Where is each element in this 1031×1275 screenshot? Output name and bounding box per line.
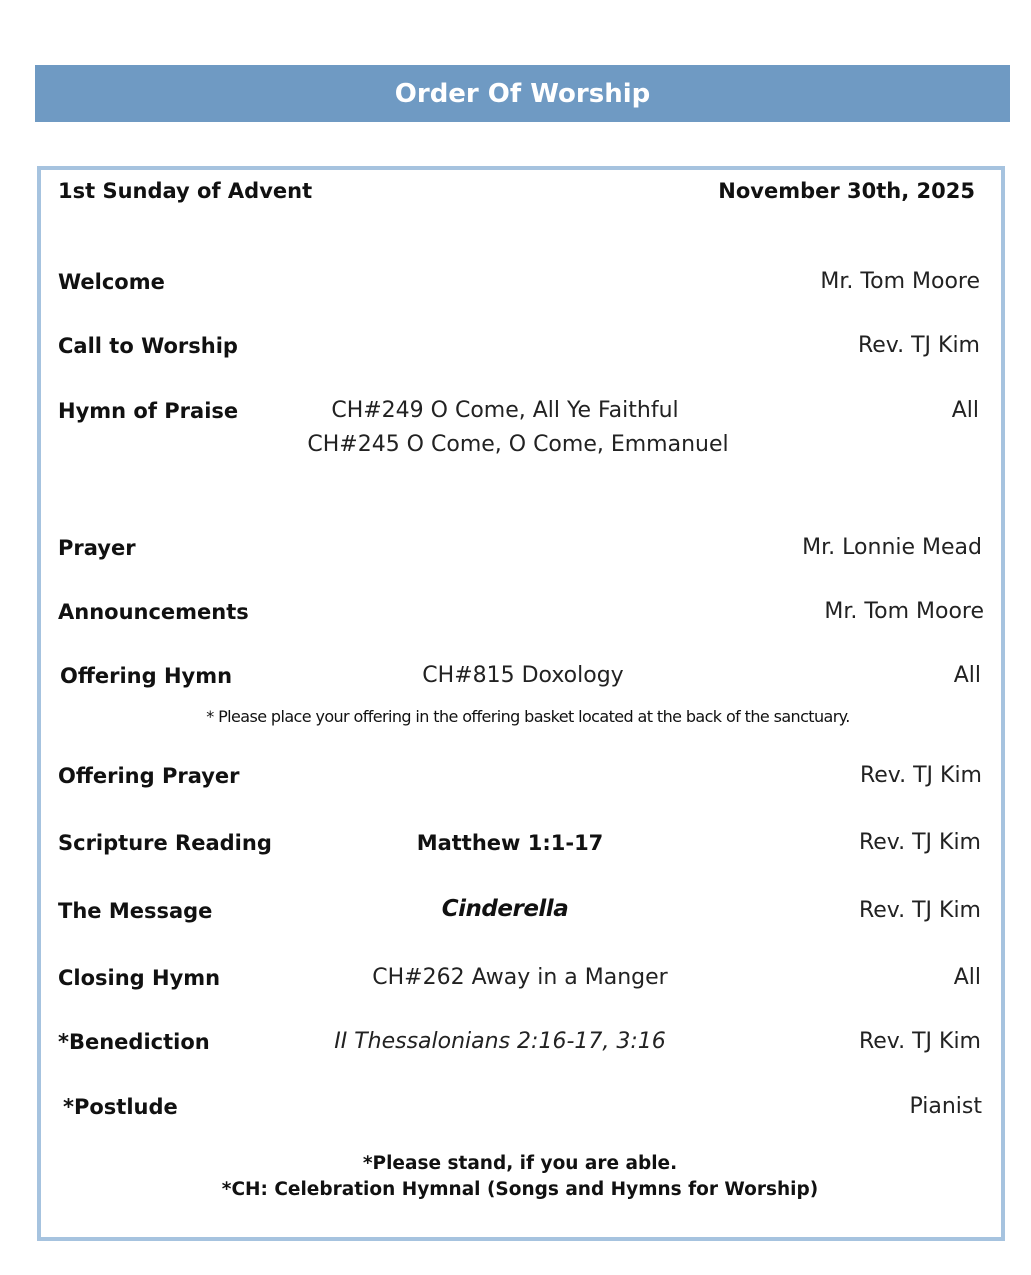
item-offering-prayer-leader: Rev. TJ Kim <box>859 763 982 788</box>
item-benediction-passage: II Thessalonians 2:16-17, 3:16 <box>334 1029 666 1054</box>
item-scripture-leader: Rev. TJ Kim <box>858 830 981 855</box>
item-postlude-label: *Postlude <box>63 1095 178 1119</box>
item-scripture-passage: Matthew 1:1-17 <box>416 831 604 855</box>
item-offering-prayer-label: Offering Prayer <box>58 764 240 788</box>
item-call-label: Call to Worship <box>58 334 238 358</box>
item-call-leader: Rev. TJ Kim <box>857 333 980 358</box>
item-message-leader: Rev. TJ Kim <box>858 898 981 923</box>
footer-stand-note: *Please stand, if you are able. <box>362 1153 678 1174</box>
occasion: 1st Sunday of Advent <box>58 179 313 203</box>
item-welcome-leader: Mr. Tom Moore <box>820 269 980 294</box>
item-offering-hymn-hymn: CH#815 Doxology <box>422 663 624 688</box>
item-benediction-label: *Benediction <box>58 1030 210 1054</box>
page-title: Order Of Worship <box>35 65 1010 122</box>
item-offering-hymn-leader: All <box>953 663 981 688</box>
item-prayer-label: Prayer <box>58 536 136 560</box>
item-closing-hymn-hymn: CH#262 Away in a Manger <box>372 965 668 990</box>
item-postlude-leader: Pianist <box>909 1094 982 1119</box>
item-welcome-label: Welcome <box>58 270 165 294</box>
offering-note: * Please place your offering in the offering basket located at the back of the sanctuary. <box>206 707 850 726</box>
item-hymn-praise-label: Hymn of Praise <box>58 399 239 423</box>
item-closing-hymn-leader: All <box>953 965 981 990</box>
item-offering-hymn-label: Offering Hymn <box>60 664 233 688</box>
item-scripture-label: Scripture Reading <box>58 831 272 855</box>
footer-hymnal-note: *CH: Celebration Hymnal (Songs and Hymns for Worship) <box>221 1179 819 1200</box>
item-message-label: The Message <box>58 899 213 923</box>
worship-frame <box>37 166 1005 1241</box>
item-hymn-praise-hymn2: CH#245 O Come, O Come, Emmanuel <box>307 432 729 457</box>
item-announcements-label: Announcements <box>58 600 249 624</box>
item-benediction-leader: Rev. TJ Kim <box>858 1029 981 1054</box>
item-closing-hymn-label: Closing Hymn <box>58 966 221 990</box>
service-date: November 30th, 2025 <box>718 179 975 203</box>
item-announcements-leader: Mr. Tom Moore <box>824 599 984 624</box>
item-hymn-praise-hymn1: CH#249 O Come, All Ye Faithful <box>331 398 679 423</box>
item-message-title: Cinderella <box>441 896 569 922</box>
item-prayer-leader: Mr. Lonnie Mead <box>802 535 982 560</box>
item-hymn-praise-leader: All <box>951 398 979 423</box>
